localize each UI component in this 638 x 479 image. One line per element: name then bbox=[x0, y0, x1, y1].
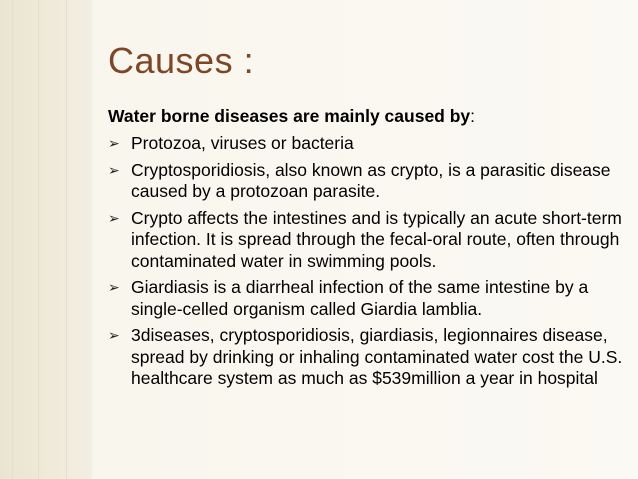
decorative-line bbox=[66, 0, 67, 479]
arrow-bullet-icon: ➢ bbox=[108, 161, 120, 178]
slide-title: Causes : bbox=[108, 40, 255, 81]
intro-colon: : bbox=[470, 106, 476, 126]
bullet-list bbox=[104, 133, 634, 395]
bullet-text: Protozoa, viruses or bacteria bbox=[131, 133, 354, 153]
bullet-text: Cryptosporidiosis, also known as crypto, is a parasitic disease caused by a protozoan parasite. bbox=[131, 159, 611, 201]
left-decorative-band bbox=[0, 0, 92, 479]
arrow-bullet-icon: ➢ bbox=[108, 209, 120, 226]
list-item bbox=[104, 325, 634, 390]
list-item bbox=[104, 277, 634, 320]
bullet-text: 3diseases, cryptosporidiosis, giardiasis, legionnaires disease, spread by drinking or inhaling contaminated water cost the U.S. healthcare system as much as $539million a year in hospital bbox=[131, 325, 623, 388]
decorative-line bbox=[12, 0, 13, 479]
bullet-text: Crypto affects the intestines and is typically an acute short-term infection. It is spread through the fecal-oral route, often through contaminated water in swimming pools. bbox=[131, 207, 622, 271]
intro-text bbox=[108, 106, 475, 127]
arrow-bullet-icon: ➢ bbox=[108, 135, 120, 151]
list-item bbox=[104, 208, 634, 273]
decorative-line bbox=[38, 0, 39, 479]
arrow-bullet-icon: ➢ bbox=[108, 279, 120, 295]
list-item bbox=[104, 133, 634, 155]
intro-bold: Water borne diseases are mainly caused by bbox=[108, 106, 471, 126]
bullet-text: Giardiasis is a diarrheal infection of the same intestine by a single-celled organism called Giardia lamblia. bbox=[131, 277, 589, 319]
arrow-bullet-icon: ➢ bbox=[108, 327, 120, 343]
list-item bbox=[104, 160, 634, 203]
